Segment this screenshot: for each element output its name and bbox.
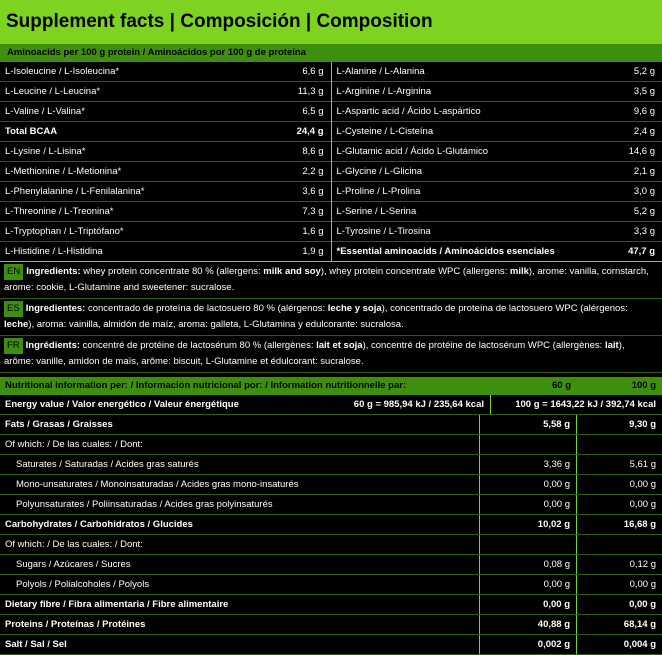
aminoacid-row [332,122,662,142]
aminoacid-value: 1,9 g [302,242,323,261]
allergen-text: lait et soja [316,340,362,351]
aminoacid-name: L-Leucine / L-Leucina* [5,82,100,101]
nutrition-row [0,615,662,635]
ingredients-section [0,262,662,373]
energy-value-100g: 100 g = 1643,22 kJ / 392,74 kcal [490,395,662,414]
nutrition-section [0,377,662,655]
aminoacid-value: 8,6 g [302,142,323,161]
aminoacid-name: Total BCAA [5,122,57,141]
aminoacid-name: L-Phenylalanine / L-Fenilalanina* [5,182,144,201]
ingredient-label: Ingredients: [26,266,80,277]
nutrition-col2-header: 100 g [577,377,662,395]
allergen-text: lait [605,340,619,351]
aminoacid-value: 14,6 g [629,142,655,161]
aminoacid-row [0,82,331,102]
aminoacid-value: 7,3 g [302,202,323,221]
aminoacid-row [332,102,662,122]
nutrition-row [0,515,662,535]
ingredient-text-part: concentré de protéine de lactosérum 80 % (allergènes: [80,340,316,351]
nutrient-label: Proteins / Proteínas / Protéines [0,615,479,634]
nutrient-value-100g: 0,00 g [576,595,662,614]
nutrition-row [0,475,662,495]
language-tag: FR [4,338,23,354]
nutrient-value-100g: 0,12 g [576,555,662,574]
aminoacid-row [332,242,662,261]
energy-label: Energy value / Valor energético / Valeur énergétique [0,395,235,414]
aminoacid-section [0,44,662,262]
aminoacid-row [332,62,662,82]
nutrient-label: Carbohydrates / Carbohidratos / Glucides [0,515,479,534]
aminoacid-row [0,242,331,261]
energy-row [0,395,662,415]
aminoacid-value: 3,5 g [634,82,655,101]
aminoacid-value: 24,4 g [297,122,324,141]
aminoacid-value: 5,2 g [634,202,655,221]
nutrient-value-100g: 0,004 g [576,635,662,654]
ingredient-text-part: ), concentré de protéine de lactosérum WPC (allergènes: [363,340,605,351]
nutrient-value-100g: 16,68 g [576,515,662,534]
ingredient-text-part: concentrado de proteína de lactosuero 80 % (alérgenos: [85,303,327,314]
aminoacid-value: 6,6 g [302,62,323,81]
nutrient-value-60g: 3,36 g [479,455,576,474]
aminoacid-row [0,142,331,162]
aminoacid-row [0,122,331,142]
nutrition-row [0,455,662,475]
nutrient-value-60g [479,535,576,554]
nutrient-value-100g: 0,00 g [576,495,662,514]
allergen-text: milk and soy [263,266,321,277]
nutrition-row [0,495,662,515]
nutrition-row [0,535,662,555]
nutrition-rows [0,415,662,655]
aminoacid-value: 9,6 g [634,102,655,121]
aminoacid-name: L-Threonine / L-Treonina* [5,202,113,221]
ingredient-text-part: ), whey protein concentrate WPC (allergens: [321,266,510,277]
ingredient-text-part: ), arome: vanilla, cornstarch, arome: cookie, L-Glutamine and sweetener: sucralose. [4,266,649,293]
ingredient-text [0,336,662,372]
aminoacid-row [332,162,662,182]
energy-value-60g: 60 g = 985,94 kJ / 235,64 kcal [235,395,490,414]
nutrient-value-60g: 0,00 g [479,595,576,614]
ingredient-block [0,262,662,299]
nutrient-value-60g: 40,88 g [479,615,576,634]
aminoacid-name: L-Cysteine / L-Cisteína [337,122,434,141]
nutrient-label: Saturates / Saturadas / Acides gras saturés [0,455,479,474]
nutrient-value-100g: 9,30 g [576,415,662,434]
allergen-text: leche [4,319,28,330]
allergen-text: leche y soja [328,303,382,314]
nutrient-value-60g: 0,08 g [479,555,576,574]
aminoacid-name: L-Tyrosine / L-Tirosina [337,222,431,241]
aminoacid-row [0,182,331,202]
aminoacid-table [0,62,662,262]
aminoacid-row [0,62,331,82]
nutrient-label: Of which: / De las cuales: / Dont: [0,535,479,554]
nutrient-label: Fats / Grasas / Graisses [0,415,479,434]
ingredient-text [0,299,662,335]
ingredient-block [0,299,662,336]
aminoacid-row [332,142,662,162]
aminoacid-header: Aminoacids per 100 g protein / Aminoácidos por 100 g de proteína [0,44,662,62]
nutrient-value-60g: 5,58 g [479,415,576,434]
nutrient-label: Mono-unsaturates / Monoinsaturadas / Acides gras mono-insaturés [0,475,479,494]
aminoacid-name: L-Arginine / L-Arginina [337,82,432,101]
nutrition-row [0,555,662,575]
aminoacid-name: L-Serine / L-Serina [337,202,417,221]
nutrient-label: Polyols / Polialcoholes / Polyols [0,575,479,594]
aminoacid-value: 1,6 g [302,222,323,241]
aminoacid-row [0,102,331,122]
aminoacid-value: 11,3 g [298,82,324,101]
aminoacid-value: 2,2 g [302,162,323,181]
aminoacid-column-left [0,62,332,261]
nutrient-label: Polyunsaturates / Poliinsaturadas / Acides gras polyinsaturés [0,495,479,514]
ingredient-text-part: ), aroma: vainilla, almidón de maíz, aroma: galleta, L-Glutamina y edulcorante: sucralosa. [28,319,403,330]
page-title: Supplement facts | Composición | Composition [0,0,662,44]
aminoacid-value: 3,3 g [634,222,655,241]
aminoacid-column-right [332,62,662,261]
ingredient-text-part: whey protein concentrate 80 % (allergens: [81,266,264,277]
aminoacid-name: L-Aspartic acid / Ácido L-aspártico [337,102,481,121]
aminoacid-row [332,222,662,242]
aminoacid-value: 3,6 g [302,182,323,201]
nutrition-row [0,595,662,615]
allergen-text: milk [510,266,529,277]
nutrition-col1-header: 60 g [481,377,577,395]
nutrient-value-60g: 0,002 g [479,635,576,654]
nutrient-value-100g [576,535,662,554]
nutrient-value-60g: 10,02 g [479,515,576,534]
aminoacid-name: L-Glutamic acid / Ácido L-Glutámico [337,142,489,161]
nutrition-row [0,415,662,435]
aminoacid-row [332,182,662,202]
aminoacid-value: 6,5 g [302,102,323,121]
language-tag: EN [4,264,23,280]
nutrition-header-label: Nutritional information per: / Información nutricional por: / Information nutritionnelle par: [0,377,481,395]
aminoacid-name: L-Lysine / L-Lisina* [5,142,85,161]
nutrient-value-100g: 68,14 g [576,615,662,634]
nutrition-row [0,575,662,595]
aminoacid-value: 2,4 g [634,122,655,141]
aminoacid-name: L-Proline / L-Prolina [337,182,421,201]
nutrient-value-60g: 0,00 g [479,495,576,514]
nutrition-row [0,635,662,655]
aminoacid-name: L-Tryptophan / L-Triptófano* [5,222,124,241]
ingredient-text [0,262,662,298]
aminoacid-row [0,202,331,222]
aminoacid-row [0,222,331,242]
nutrient-value-60g: 0,00 g [479,575,576,594]
nutrient-value-100g [576,435,662,454]
ingredient-text-part: ), concentrado de proteína de lactosuero WPC (alérgenos: [382,303,628,314]
nutrient-label: Of which: / De las cuales: / Dont: [0,435,479,454]
aminoacid-name: L-Methionine / L-Metionina* [5,162,121,181]
aminoacid-row [0,162,331,182]
ingredient-label: Ingredientes: [26,303,86,314]
aminoacid-value: 3,0 g [634,182,655,201]
aminoacid-name: L-Alanine / L-Alanina [337,62,425,81]
ingredient-text-part: ), arôme: vanille, amidon de maïs, arôme: biscuit, L-Glutamine et édulcorant: sucralose. [4,340,625,367]
nutrient-label: Dietary fibre / Fibra alimentaria / Fibre alimentaire [0,595,479,614]
nutrient-label: Salt / Sal / Sel [0,635,479,654]
aminoacid-value: 2,1 g [634,162,655,181]
ingredient-block [0,336,662,373]
aminoacid-name: L-Isoleucine / L-Isoleucina* [5,62,119,81]
aminoacid-value: 5,2 g [634,62,655,81]
aminoacid-row [332,82,662,102]
nutrient-value-100g: 0,00 g [576,575,662,594]
ingredient-label: Ingrédients: [26,340,80,351]
nutrient-value-60g: 0,00 g [479,475,576,494]
aminoacid-name: L-Histidine / L-Histidina [5,242,103,261]
aminoacid-row [332,202,662,222]
aminoacid-name: L-Valine / L-Valina* [5,102,85,121]
aminoacid-name: *Essential aminoacids / Aminoácidos esenciales [337,242,555,261]
language-tag: ES [4,301,23,317]
nutrient-value-100g: 0,00 g [576,475,662,494]
aminoacid-value: 47,7 g [628,242,655,261]
nutrient-label: Sugars / Azúcares / Sucres [0,555,479,574]
nutrient-value-60g [479,435,576,454]
nutrition-row [0,435,662,455]
nutrition-header [0,377,662,395]
nutrient-value-100g: 5,61 g [576,455,662,474]
aminoacid-name: L-Glycine / L-Glicina [337,162,423,181]
